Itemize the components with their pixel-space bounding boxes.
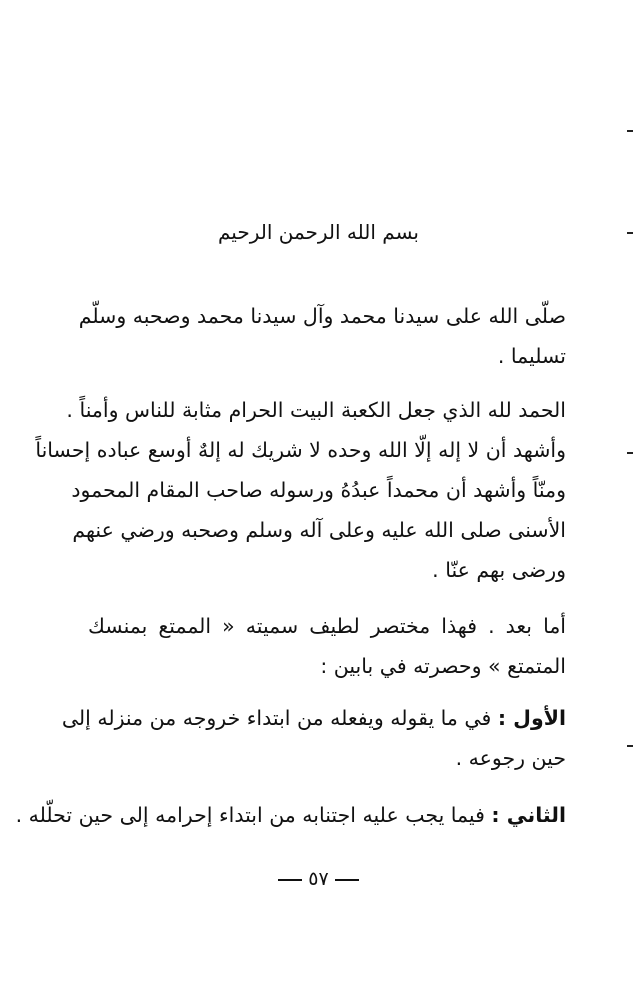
text-line: وأشهد أن لا إله إلّا الله وحده لا شريك له إلهٌ أوسع عباده إحساناً: [35, 438, 566, 462]
paragraph-introduction: [88, 606, 566, 686]
chapter-label-first: الأول :: [497, 706, 566, 730]
chapter-description: فيما يجب عليه اجتنابه من ابتداء إحرامه إلى حين تحلّله .: [15, 803, 485, 827]
page-number-value: ٥٧: [308, 868, 329, 890]
dash-right: [278, 879, 302, 881]
text-line: الأسنى صلى الله عليه وعلى آله وسلم وصحبه ورضي عنهم: [72, 518, 566, 542]
text-line: أما بعد . فهذا مختصر لطيف سميته « الممتع بمنسك: [88, 614, 566, 638]
text-line: ومنّاً وأشهد أن محمداً عبدُهُ ورسوله صاحب المقام المحمود: [71, 478, 566, 502]
text-line: [61, 698, 566, 738]
basmala-heading: بسم الله الرحمن الرحيم: [217, 220, 419, 244]
edge-mark: [627, 452, 633, 454]
text-line: حين رجوعه .: [455, 746, 566, 770]
page-number: [0, 868, 637, 890]
text-line: تسليما .: [497, 344, 566, 368]
chapter-description: في ما يقوله ويفعله من ابتداء خروجه من منزله إلى: [61, 706, 492, 730]
paragraph-first-chapter: [61, 698, 566, 778]
text-line: صلّى الله على سيدنا محمد وآل سيدنا محمد وصحبه وسلّم: [78, 304, 566, 328]
paragraph-second-chapter: [15, 795, 566, 835]
chapter-label-second: الثاني :: [491, 803, 566, 827]
text-line: [15, 795, 566, 835]
paragraph-salutation: [78, 296, 566, 376]
paragraph-praise: [35, 390, 566, 590]
dash-left: [335, 879, 359, 881]
text-line: الحمد لله الذي جعل الكعبة البيت الحرام مثابة للناس وأمناً .: [66, 398, 566, 422]
edge-mark: [627, 130, 633, 132]
text-line: ورضى بهم عنّا .: [432, 558, 566, 582]
text-line: المتمتع » وحصرته في بابين :: [320, 654, 566, 678]
edge-mark: [627, 745, 633, 747]
